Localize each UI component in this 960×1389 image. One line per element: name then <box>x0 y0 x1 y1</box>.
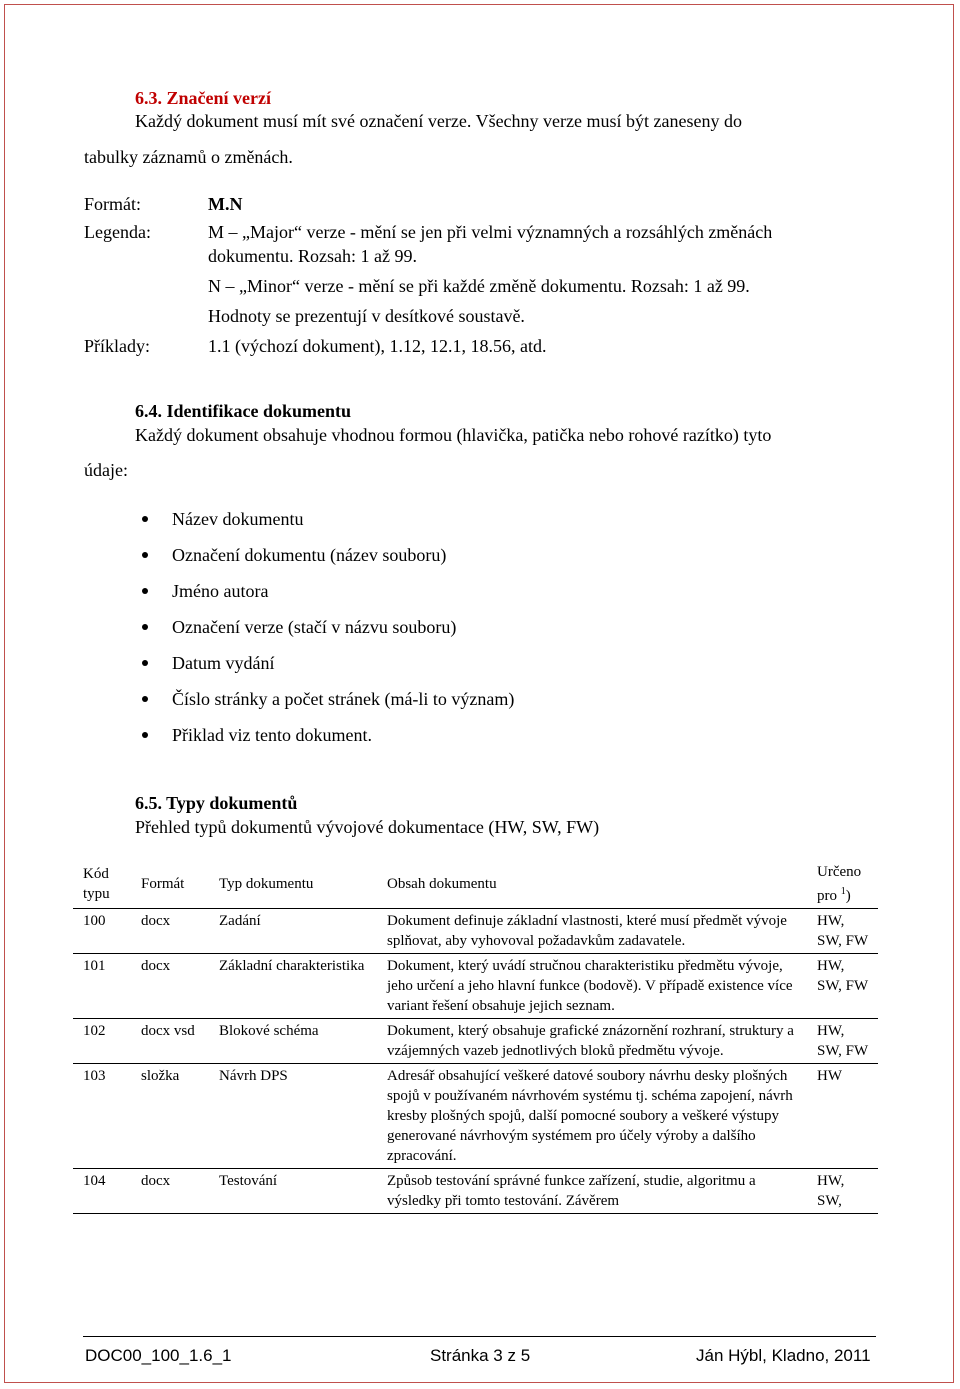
section-6-5-intro: Přehled typů dokumentů vývojové dokumentace (HW, SW, FW) <box>135 817 600 837</box>
footer-page-number: Stránka 3 z 5 <box>430 1346 531 1365</box>
cell-format: docx vsd <box>135 1019 213 1064</box>
cell-content: Adresář obsahující veškeré datové soubory návrhu desky plošných spojů v používaném návrhovém systému tj. schéma zapojení, návrh kresby plošných spojů, další pomocné soubory a veškeré výstupy generované návrhovým systémem pro účely výroby a dalšího zpracování. <box>381 1064 811 1169</box>
cell-intended-for: HW, SW, FW <box>811 954 878 1019</box>
cell-format: složka <box>135 1064 213 1169</box>
legend-minor: N – „Minor“ verze - mění se při každé změně dokumentu. Rozsah: 1 až 99. <box>208 276 750 296</box>
table-row <box>73 1169 878 1214</box>
examples-value: 1.1 (výchozí dokument), 1.12, 12.1, 18.56, atd. <box>208 336 547 356</box>
section-6-3-intro-line1: Každý dokument musí mít své označení verze. Všechny verze musí být zaneseny do <box>135 111 742 131</box>
cell-content: Dokument, který obsahuje grafické znázornění rozhraní, struktury a vzájemných vazeb jednotlivých bloků předmětu vývoje. <box>381 1019 811 1064</box>
header-intended-for-text: Určeno pro <box>817 864 862 904</box>
cell-type: Blokové schéma <box>213 1019 381 1064</box>
cell-intended-for: HW, SW, FW <box>811 909 878 954</box>
section-6-4-intro-line1: Každý dokument obsahuje vhodnou formou (hlavička, patička nebo rohové razítko) tyto <box>135 425 772 445</box>
cell-format: docx <box>135 909 213 954</box>
format-label: Formát: <box>84 194 141 214</box>
cell-code: 103 <box>73 1064 135 1169</box>
header-content: Obsah dokumentu <box>381 860 811 909</box>
section-6-3-intro-line2: tabulky záznamů o změnách. <box>84 147 293 167</box>
header-format: Formát <box>135 860 213 909</box>
table-header-row <box>73 860 878 909</box>
table-row <box>73 1019 878 1064</box>
legend-label: Legenda: <box>84 222 151 242</box>
cell-type: Návrh DPS <box>213 1064 381 1169</box>
cell-content: Dokument, který uvádí stručnou charakteristiku předmětu vývoje, jeho určení a jeho hlavní funkce (bodově). V případě existence více variant řešení obsahuje jejich seznam. <box>381 954 811 1019</box>
section-6-3-heading: 6.3. Značení verzí <box>135 88 271 108</box>
bullet-dot <box>142 660 148 666</box>
cell-code: 100 <box>73 909 135 954</box>
cell-type: Zadání <box>213 909 381 954</box>
cell-code: 104 <box>73 1169 135 1214</box>
list-item: Číslo stránky a počet stránek (má-li to význam) <box>172 689 515 709</box>
footer-divider <box>83 1336 876 1337</box>
cell-format: docx <box>135 1169 213 1214</box>
cell-intended-for: HW, SW, <box>811 1169 878 1214</box>
cell-intended-for: HW, SW, FW <box>811 1019 878 1064</box>
list-item: Přiklad viz tento dokument. <box>172 725 372 745</box>
bullet-dot <box>142 732 148 738</box>
cell-format: docx <box>135 954 213 1019</box>
header-footnote-mark: 1 <box>840 886 846 897</box>
footer-author: Ján Hýbl, Kladno, 2011 <box>696 1346 871 1365</box>
list-item: Datum vydání <box>172 653 275 673</box>
table-row <box>73 954 878 1019</box>
table-row <box>73 909 878 954</box>
footer-doc-id: DOC00_100_1.6_1 <box>85 1346 232 1365</box>
section-6-5-heading: 6.5. Typy dokumentů <box>135 793 298 813</box>
header-footnote-close: ) <box>845 888 851 904</box>
cell-type: Základní charakteristika <box>213 954 381 1019</box>
bullet-dot <box>142 624 148 630</box>
list-item: Označení verze (stačí v názvu souboru) <box>172 617 457 637</box>
cell-code: 102 <box>73 1019 135 1064</box>
cell-code: 101 <box>73 954 135 1019</box>
cell-content: Dokument definuje základní vlastnosti, které musí předmět vývoje splňovat, aby vyhovoval požadavkům zadavatele. <box>381 909 811 954</box>
bullet-dot <box>142 696 148 702</box>
section-6-4-intro-line2: údaje: <box>84 460 128 480</box>
document-types-table <box>73 860 878 1214</box>
cell-content: Způsob testování správné funkce zařízení, studie, algoritmu a výsledky při tomto testování. Závěrem <box>381 1169 811 1214</box>
header-intended-for <box>811 860 878 909</box>
list-item: Jméno autora <box>172 581 269 601</box>
examples-label: Příklady: <box>84 336 150 356</box>
legend-major-line2: dokumentu. Rozsah: 1 až 99. <box>208 246 417 266</box>
format-value: M.N <box>208 194 243 214</box>
header-code: Kód typu <box>73 860 135 909</box>
section-6-4-heading: 6.4. Identifikace dokumentu <box>135 401 352 421</box>
cell-type: Testování <box>213 1169 381 1214</box>
table-row <box>73 1064 878 1169</box>
legend-note: Hodnoty se prezentují v desítkové soustavě. <box>208 306 525 326</box>
bullet-dot <box>142 552 148 558</box>
header-type: Typ dokumentu <box>213 860 381 909</box>
bullet-dot <box>142 588 148 594</box>
list-item: Označení dokumentu (název souboru) <box>172 545 447 565</box>
cell-intended-for: HW <box>811 1064 878 1169</box>
legend-major-line1: M – „Major“ verze - mění se jen při velmi významných a rozsáhlých změnách <box>208 222 773 242</box>
bullet-dot <box>142 516 148 522</box>
list-item: Název dokumentu <box>172 509 304 529</box>
